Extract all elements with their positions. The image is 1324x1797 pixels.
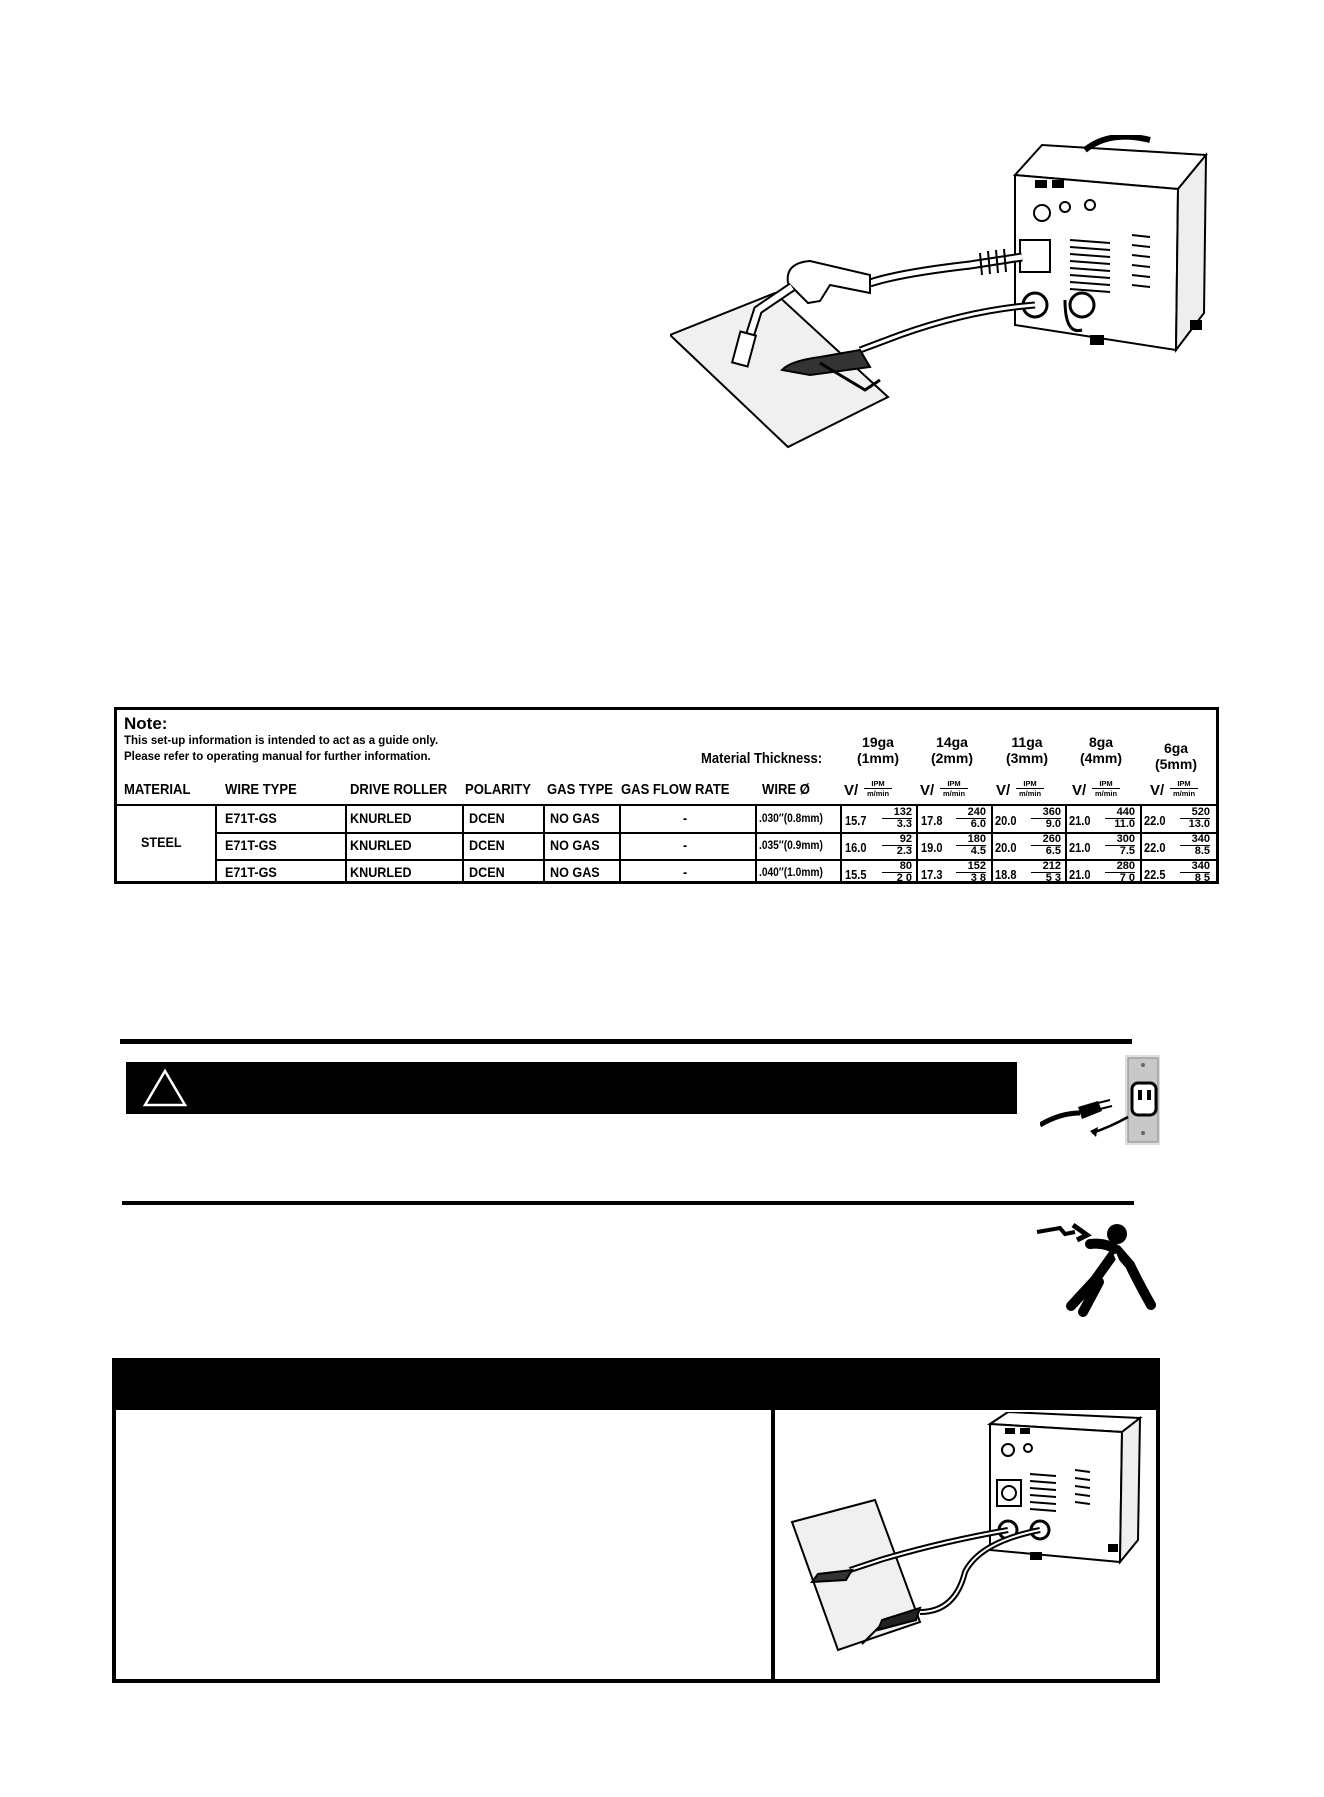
warning-banner <box>126 1062 1017 1114</box>
electric-shock-hazard-icon <box>1035 1220 1165 1330</box>
header-material: MATERIAL <box>124 782 191 798</box>
thickness-header: 11ga (3mm) <box>1005 734 1048 766</box>
thickness-header: 14ga (2mm) <box>930 734 973 766</box>
table-row: E71T-GS KNURLED DCEN NO GAS - .040″(1.0mm) 15.5 80 2 0 17.3 152 3 8 18.8 212 5 3 21.0 280 7 0 22.5 340 8 5 <box>225 860 1210 884</box>
material-cell: STEEL <box>141 834 182 850</box>
table-row: E71T-GS KNURLED DCEN NO GAS - .030″(0.8mm) 15.7 132 3.3 17.8 240 6.0 20.0 360 9.0 21.0 440 11.0 22.0 520 13.0 <box>225 806 1210 830</box>
stick-welder-illustration <box>790 1412 1160 1672</box>
header-gas-flow-rate: GAS FLOW RATE <box>621 782 730 798</box>
header-gas-type: GAS TYPE <box>547 782 613 798</box>
note-title: Note: <box>124 714 168 733</box>
setup-table: Note: This set-up information is intended to act as a guide only. Please refer to operating manual for further information. Material Thickness: 19ga (1mm) 14ga (2mm) 11ga (3mm) 8ga (4mm) 6ga (5mm) MATERIAL WIRE TYPE DRIVE ROLLER POLARITY GAS TYPE GAS FLOW RATE WIRE Ø V/ IPM m/min V/ IPM m/min V/ IPM m/min V/ IPM m/min V/ IPM m/min STEEL E71T-GS KNURLED DCEN NO GAS - .030″(0.8mm) 15.7 132 3.3 17.8 240 6.0 20.0 360 9.0 21.0 440 11.0 22.0 520 13.0 E71T-GS KNURLED DCEN NO GAS - .035″(0.9mm) 16.0 92 2.3 19.0 180 4.5 20.0 260 6.5 21.0 300 7.5 22.0 340 8.5 E71T-GS KNURLED DCEN NO GAS - .040″(1.0mm) 15.5 80 2 0 17.3 152 3 8 18.8 212 5 3 21.0 280 7 0 22.5 340 8 5 <box>114 707 1219 884</box>
header-polarity: POLARITY <box>465 782 531 798</box>
thickness-header: 19ga (1mm) <box>856 734 899 766</box>
note-line-1: This set-up information is intended to act as a guide only. <box>124 735 439 747</box>
header-wire-diameter: WIRE Ø <box>762 782 810 798</box>
mig-welder-illustration <box>670 135 1260 465</box>
unplug-power-cord-icon <box>1040 1055 1160 1145</box>
panel-divider <box>771 1410 775 1679</box>
note-line-2: Please refer to operating manual for further information. <box>124 751 431 763</box>
header-drive-roller: DRIVE ROLLER <box>350 782 448 798</box>
divider-rule <box>122 1201 1134 1205</box>
thickness-header: 8ga (4mm) <box>1079 734 1122 766</box>
panel-header-bar <box>116 1362 1156 1410</box>
divider-rule <box>120 1039 1132 1044</box>
table-row: E71T-GS KNURLED DCEN NO GAS - .035″(0.9mm) 16.0 92 2.3 19.0 180 4.5 20.0 260 6.5 21.0 300 7.5 22.0 340 8.5 <box>225 833 1210 857</box>
material-thickness-label: Material Thickness: <box>701 751 823 767</box>
warning-triangle-icon <box>142 1068 188 1108</box>
header-wire-type: WIRE TYPE <box>225 782 297 798</box>
thickness-header: 6ga (5mm) <box>1154 740 1197 772</box>
